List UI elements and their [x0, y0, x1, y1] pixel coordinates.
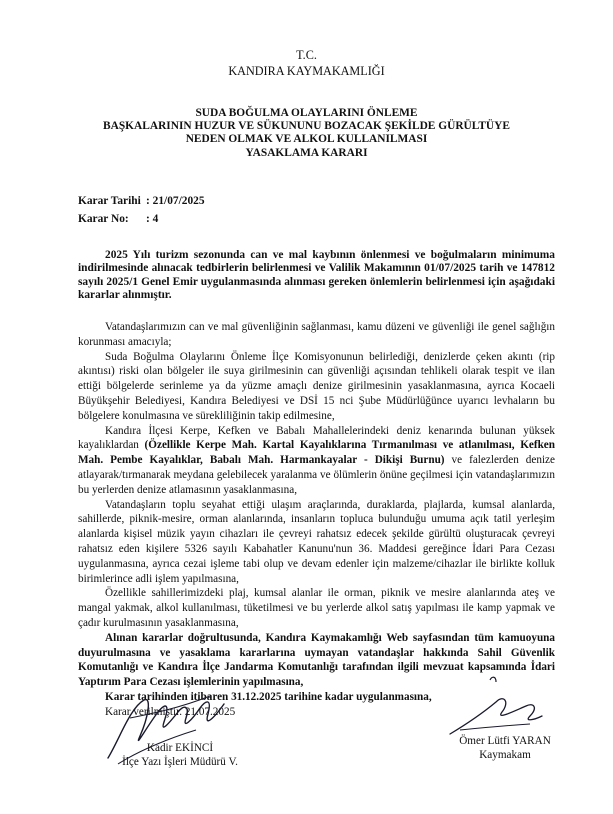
decision-closing: Karar verilmiştir. 21.07.2025 [105, 705, 236, 718]
decision-number-label: Karar No: [78, 213, 129, 225]
intro-text: 2025 Yılı turizm sezonunda can ve mal kaybının önlenmesi ve boğulmaların minimuma indirilmesinde alınacak tedbirlerin belirlenmesi ve Valilik Makamının 01/07/2025 tarih ve 147812 sayılı 2025/1 Genel Emir uygulanmasında alınması gereken önlemlerin belirlenmesi için aşağıdaki kararlar alınmıştır. [78, 249, 555, 302]
decision-body [78, 320, 555, 720]
body-text-bold: (Özellikle Kerpe Mah. Kartal Kayalıklarına Tırmanılması ve atlanılması, Kefken Mah. Pembe Kayalıklar, Babalı Mah. Harmankayalar - Dikişi Burnu) [78, 439, 555, 467]
body-paragraph: Vatandaşların toplu seyahat ettiği ulaşım araçlarında, duraklarda, plajlarda, kumsal alanlarda, sahillerde, piknik-mesire, orman alanlarında, insanların topluca bulunduğu umuma açık tatil yerleşim alanlarda kişisel müzik yayın cihazları ile çevreyi rahatsız edecek şekilde gürültü oluşturacak çevreyi rahatsız eden kişilere 5326 sayılı Kabahatler Kanunu'nun 36. Maddesi gereğince İdari Para Cezası uygulanmasına, ayrıca cezai işleme tabi olup ve devam edenler için malzeme/cihazlar ile birlikte kolluk birimlerince adli işlem yapılmasına, [78, 498, 555, 585]
left-signatory-name: Kadir EKİNCİ [146, 742, 214, 754]
body-paragraph [78, 424, 555, 498]
title-line: NEDEN OLMAK VE ALKOL KULLANILMASI [185, 133, 428, 146]
body-paragraph: Vatandaşlarımızın can ve mal güvenliğinin sağlanması, kamu düzeni ve güvenliği ile genel sağlığın korunması amacıyla; [78, 321, 555, 348]
title-line: YASAKLAMA KARARI [245, 146, 368, 159]
decision-date-value: : 21/07/2025 [146, 195, 205, 207]
intro-paragraph [78, 249, 555, 303]
header-republic: T.C. [296, 48, 317, 62]
decision-number-row [78, 212, 158, 227]
body-paragraph: Karar tarihinden itibaren 31.12.2025 tarihine kadar uygulanmasına, [105, 690, 432, 703]
body-text: ve falezlerden denize atlayarak/tırmanarak meydana gelebilecek yaralanma ve ölümlerin önüne geçilmesi için vatandaşlarımızın bu yerlerden denize atlamasının yasaklanmasına, [78, 454, 555, 496]
decision-date-label: Karar Tarihi [78, 195, 141, 207]
left-signatory [80, 742, 280, 769]
body-paragraph: Özellikle sahillerimizdeki plaj, kumsal alanlar ile orman, piknik ve mesire alanlarında ateş ve mangal yakmak, alkol kullanılması, tüketilmesi ve bu yerlerde alkol satış yapılması ile kamp yapmak ve çadır kurulmasının yasaklanmasına, [78, 587, 555, 629]
body-paragraph: Suda Boğulma Olaylarını Önleme İlçe Komisyonunun belirlediği, denizlerde çeken akıntı (rip akıntısı) riski olan bölgeler ile suya girilmesinin can güvenliği açısından tehlikeli olarak tespit ve ilan ettiği bölgelerde serinleme ya da yüzme amaçlı denize girilmesinin yasaklanmasına, ayrıca Kocaeli Büyükşehir Belediyesi, Kandıra Belediyesi ve DSİ 15 nci Şube Müdürlüğünce uyarıcı levhaların bu bölgelere konulmasına ve sürekliliğinin takip edilmesine, [78, 350, 555, 422]
decision-number-value: : 4 [146, 213, 159, 225]
decision-title [0, 107, 613, 160]
body-text: Kandıra İlçesi Kerpe, Kefken ve Babalı Mahallelerindeki deniz kenarında bulunan yüksek kayalıklardan [78, 424, 555, 452]
body-paragraph: Alınan kararlar doğrultusunda, Kandıra Kaymakamlığı Web sayfasından tüm kamuoyuna duyurulmasına ve yasaklama kararlarına uymayan vatandaşlar hakkında Sahil Güvenlik Komutanlığı ve Kandıra İlçe Jandarma Komutanlığı tarafından ilgili mevzuat kapsamında İdari Yaptırım Para Cezası işlemlerinin yapılmasına, [78, 631, 555, 689]
title-line: BAŞKALARININ HUZUR VE SÜKUNUNU BOZACAK ŞEKİLDE GÜRÜLTÜYE [103, 120, 510, 133]
title-line: SUDA BOĞULMA OLAYLARINI ÖNLEME [195, 107, 418, 119]
header-office: KANDIRA KAYMAKAMLIĞI [228, 64, 385, 78]
right-signatory [430, 735, 580, 762]
right-signatory-title: Kaymakam [479, 748, 531, 761]
left-signatory-title: İlçe Yazı İşleri Müdürü V. [122, 755, 238, 768]
right-signatory-name: Ömer Lütfi YARAN [459, 735, 551, 747]
decision-date-row [78, 194, 205, 209]
